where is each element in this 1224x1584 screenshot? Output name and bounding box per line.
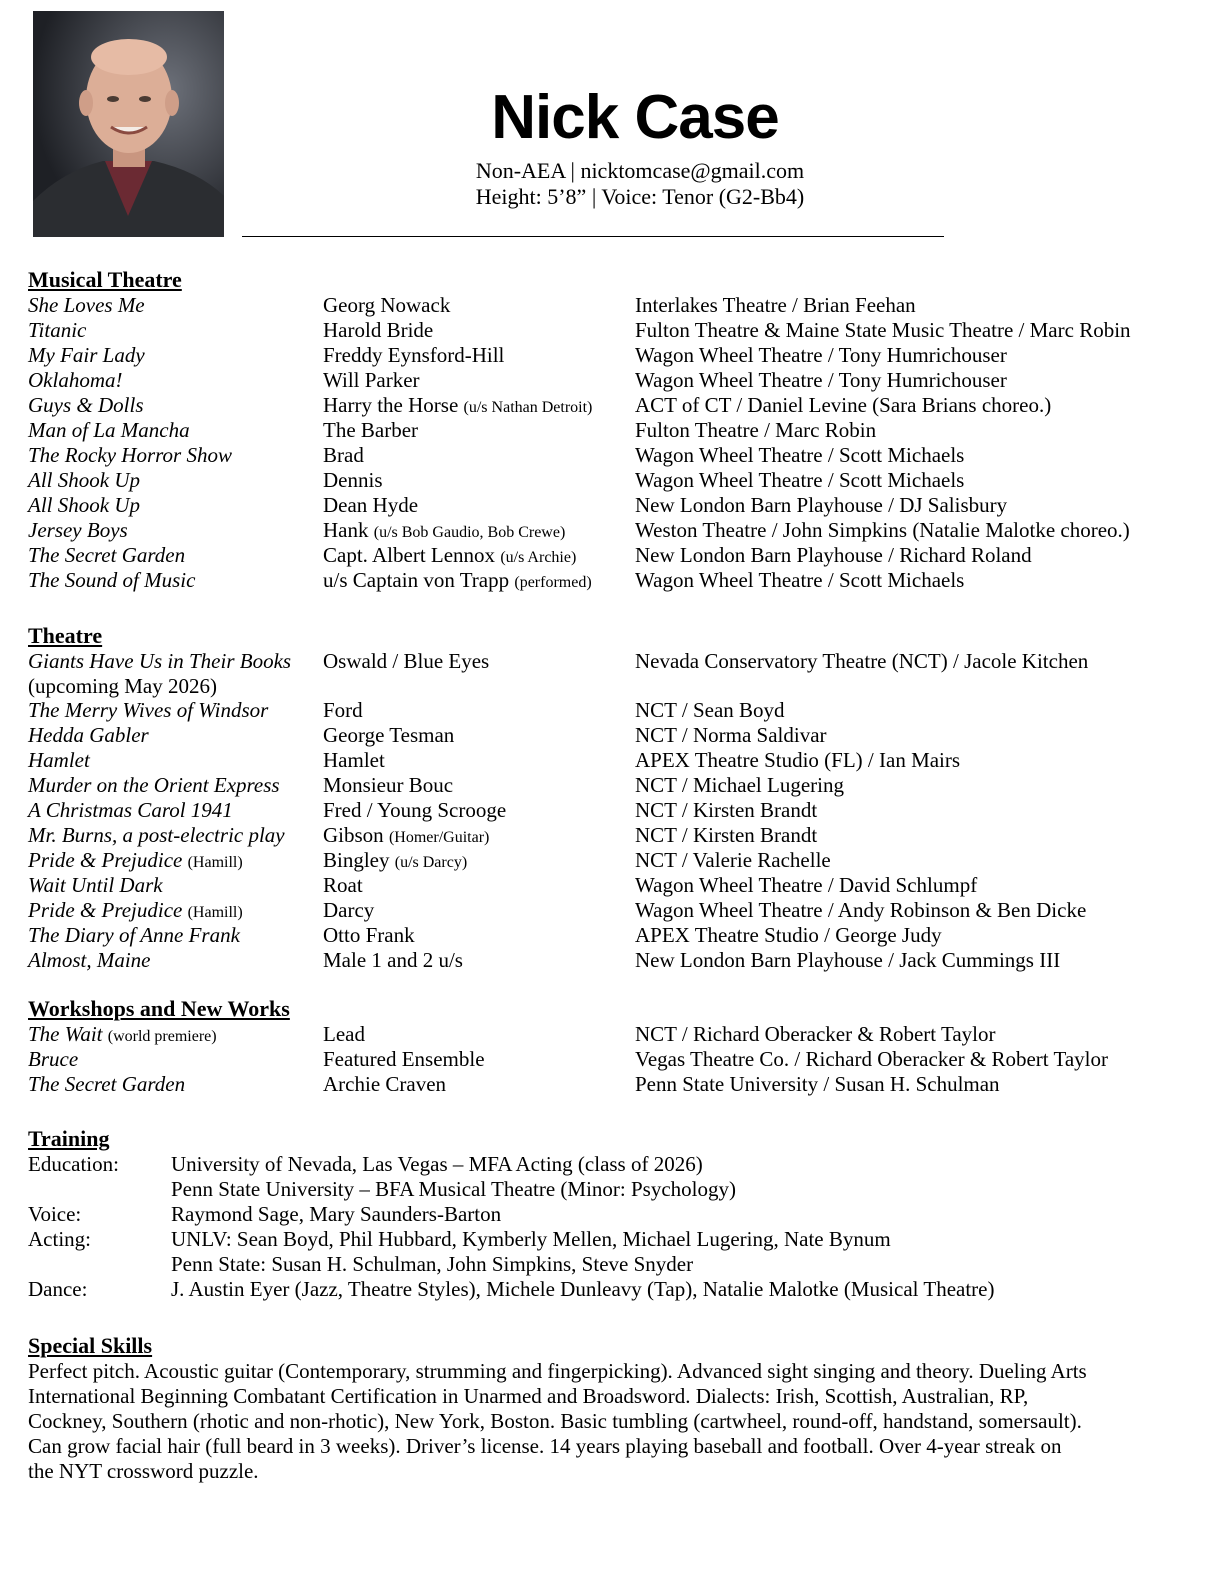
credit-row	[28, 543, 1208, 568]
show-title: The Diary of Anne Frank	[28, 923, 240, 947]
show-title: The Merry Wives of Windsor	[28, 698, 269, 722]
training-label: Education:	[28, 1152, 119, 1176]
role: Georg Nowack	[323, 293, 451, 317]
venue-director: Nevada Conservatory Theatre (NCT) / Jacole Kitchen	[635, 649, 1089, 673]
role-cell	[323, 723, 454, 748]
show-title: My Fair Lady	[28, 343, 145, 367]
role-note: (u/s Bob Gaudio, Bob Crewe)	[373, 524, 566, 541]
show-note: (Hamill)	[187, 904, 243, 921]
role: Brad	[323, 443, 364, 467]
show-cell	[28, 698, 268, 723]
venue-director: NCT / Valerie Rachelle	[635, 848, 831, 872]
role-cell	[323, 798, 506, 823]
training-value: Penn State University – BFA Musical Theatre (Minor: Psychology)	[171, 1177, 737, 1201]
venue-director: NCT / Norma Saldivar	[635, 723, 827, 747]
show-cell	[28, 1047, 78, 1072]
venue-director: Vegas Theatre Co. / Richard Oberacker & Robert Taylor	[635, 1047, 1109, 1071]
role-cell	[323, 848, 467, 875]
venue-director: Interlakes Theatre / Brian Feehan	[635, 293, 916, 317]
role-cell	[323, 748, 385, 773]
credit-row	[28, 649, 1208, 674]
credit-row	[28, 493, 1208, 518]
venue-director: New London Barn Playhouse / DJ Salisbury	[635, 493, 1008, 517]
role-cell	[323, 698, 363, 723]
workshops-section	[28, 996, 1208, 1097]
venue-director: Wagon Wheel Theatre / Scott Michaels	[635, 443, 965, 467]
role-cell	[323, 518, 565, 545]
role-cell	[323, 543, 576, 570]
role-note: (u/s Darcy)	[394, 854, 468, 871]
role-cell	[323, 898, 374, 923]
show-title: Hamlet	[28, 748, 90, 772]
show-title: Murder on the Orient Express	[28, 773, 280, 797]
role: Male 1 and 2 u/s	[323, 948, 463, 972]
credit-row	[28, 873, 1208, 898]
credit-row	[28, 1022, 1208, 1047]
credit-row	[28, 723, 1208, 748]
venue-director: New London Barn Playhouse / Richard Roland	[635, 543, 1032, 567]
show-cell	[28, 748, 90, 773]
role-note: (performed)	[514, 574, 592, 591]
show-title: All Shook Up	[28, 493, 140, 517]
training-label: Acting:	[28, 1227, 91, 1251]
show-title: All Shook Up	[28, 468, 140, 492]
role: Harry the Horse	[323, 393, 459, 417]
role-cell	[323, 493, 418, 518]
credit-row	[28, 368, 1208, 393]
role: Monsieur Bouc	[323, 773, 454, 797]
show-title: Giants Have Us in Their Books	[28, 649, 292, 673]
credit-row	[28, 923, 1208, 948]
role: Freddy Eynsford-Hill	[323, 343, 505, 367]
role: Roat	[323, 873, 363, 897]
show-title: Guys & Dolls	[28, 393, 144, 417]
role: Hamlet	[323, 748, 385, 772]
credit-row	[28, 848, 1208, 873]
venue-director: NCT / Kirsten Brandt	[635, 798, 818, 822]
musical-theatre-section	[28, 267, 1208, 593]
role-cell	[323, 443, 364, 468]
venue-director: Wagon Wheel Theatre / Tony Humrichouser	[635, 343, 1007, 367]
venue-director: NCT / Sean Boyd	[635, 698, 785, 722]
role: George Tesman	[323, 723, 455, 747]
role-cell	[323, 468, 383, 493]
role: Capt. Albert Lennox	[323, 543, 496, 567]
credit-row	[28, 468, 1208, 493]
show-subnote: (upcoming May 2026)	[28, 674, 217, 698]
role: Dean Hyde	[323, 493, 419, 517]
role: u/s Captain von Trapp	[323, 568, 510, 592]
credit-row	[28, 823, 1208, 848]
show-note: (world premiere)	[107, 1028, 217, 1045]
role: Bingley	[323, 848, 390, 872]
credit-row	[28, 318, 1208, 343]
resume-name: Nick Case	[491, 83, 779, 152]
show-title: Man of La Mancha	[28, 418, 190, 442]
training-row	[28, 1227, 1208, 1252]
show-cell	[28, 1072, 185, 1097]
training-row	[28, 1202, 1208, 1227]
role-cell	[323, 873, 363, 898]
theatre-credits-list	[28, 698, 1208, 973]
show-cell	[28, 723, 149, 748]
role: Archie Craven	[323, 1072, 447, 1096]
show-title: A Christmas Carol 1941	[28, 798, 233, 822]
training-label: Dance:	[28, 1277, 88, 1301]
section-title: Training	[28, 1126, 110, 1151]
venue-director: ACT of CT / Daniel Levine (Sara Brians choreo.)	[635, 393, 1052, 417]
show-cell	[28, 1022, 217, 1049]
role: Hank	[323, 518, 369, 542]
show-title: The Wait	[28, 1022, 103, 1046]
show-title: Bruce	[28, 1047, 79, 1071]
role: Lead	[323, 1022, 365, 1046]
venue-director: NCT / Richard Oberacker & Robert Taylor	[635, 1022, 996, 1046]
show-cell	[28, 823, 285, 848]
role-note: (u/s Archie)	[500, 549, 577, 566]
show-cell	[28, 898, 243, 925]
role-cell	[323, 568, 592, 595]
credit-row	[28, 443, 1208, 468]
credit-row	[28, 518, 1208, 543]
show-title: Jersey Boys	[28, 518, 128, 542]
venue-director: Penn State University / Susan H. Schulman	[635, 1072, 1000, 1096]
training-label: Voice:	[28, 1202, 82, 1226]
show-title: Pride & Prejudice	[28, 848, 183, 872]
headshot-portrait	[33, 11, 224, 237]
credit-row	[28, 293, 1208, 318]
venue-director: NCT / Kirsten Brandt	[635, 823, 818, 847]
credit-row	[28, 748, 1208, 773]
training-section	[28, 1126, 1208, 1302]
role: Featured Ensemble	[323, 1047, 485, 1071]
venue-director: APEX Theatre Studio / George Judy	[635, 923, 942, 947]
credit-row	[28, 773, 1208, 798]
role: Darcy	[323, 898, 375, 922]
venue-director: Fulton Theatre & Maine State Music Theatre / Marc Robin	[635, 318, 1131, 342]
credit-row	[28, 343, 1208, 368]
role: Dennis	[323, 468, 383, 492]
role: Gibson	[323, 823, 384, 847]
show-title: Hedda Gabler	[28, 723, 149, 747]
training-value: Raymond Sage, Mary Saunders-Barton	[171, 1202, 502, 1226]
contact-line-2: Height: 5’8” | Voice: Tenor (G2-Bb4)	[475, 184, 805, 209]
credit-row	[28, 698, 1208, 723]
workshop-credits-list	[28, 1022, 1208, 1097]
role: Otto Frank	[323, 923, 415, 947]
venue-director: Wagon Wheel Theatre / David Schlumpf	[635, 873, 978, 897]
venue-director: Wagon Wheel Theatre / Andy Robinson & Ben Dicke	[635, 898, 1087, 922]
role: Harold Bride	[323, 318, 434, 342]
credit-row	[28, 798, 1208, 823]
show-cell	[28, 873, 163, 898]
venue-director: APEX Theatre Studio (FL) / Ian Mairs	[635, 748, 961, 772]
credit-row	[28, 1072, 1208, 1097]
role-cell	[323, 293, 450, 318]
credit-row	[28, 948, 1208, 973]
role: Fred / Young Scrooge	[323, 798, 507, 822]
training-value: Penn State: Susan H. Schulman, John Simpkins, Steve Snyder	[171, 1252, 694, 1276]
show-title: Almost, Maine	[28, 948, 151, 972]
venue-director: Wagon Wheel Theatre / Scott Michaels	[635, 468, 965, 492]
training-row	[28, 1277, 1208, 1302]
show-cell	[28, 923, 240, 948]
role-cell	[323, 393, 592, 420]
show-note: (Hamill)	[187, 854, 243, 871]
training-row	[28, 1177, 1208, 1202]
contact-line-1: Non-AEA | nicktomcase@gmail.com	[475, 158, 805, 183]
show-cell	[28, 773, 280, 798]
role: Will Parker	[323, 368, 420, 392]
header-divider	[242, 236, 944, 237]
show-cell	[28, 848, 243, 875]
role-cell	[323, 343, 504, 368]
role: Oswald / Blue Eyes	[323, 649, 490, 673]
show-cell	[28, 948, 150, 973]
show-title: Mr. Burns, a post-electric play	[28, 823, 285, 847]
training-value: J. Austin Eyer (Jazz, Theatre Styles), Michele Dunleavy (Tap), Natalie Malotke (Musical Theatre)	[171, 1277, 995, 1301]
section-title: Theatre	[28, 623, 103, 648]
credit-row	[28, 1047, 1208, 1072]
musical-credits-list	[28, 293, 1208, 593]
venue-director: New London Barn Playhouse / Jack Cummings III	[635, 948, 1061, 972]
section-title: Special Skills	[28, 1333, 153, 1358]
show-title: The Rocky Horror Show	[28, 443, 232, 467]
show-title: Titanic	[28, 318, 87, 342]
special-skills-section	[28, 1333, 1208, 1484]
credit-row	[28, 898, 1208, 923]
training-value: UNLV: Sean Boyd, Phil Hubbard, Kymberly Mellen, Michael Lugering, Nate Bynum	[171, 1227, 891, 1251]
credit-row	[28, 418, 1208, 443]
section-title: Workshops and New Works	[28, 996, 290, 1021]
theatre-section	[28, 623, 1208, 973]
venue-director: Wagon Wheel Theatre / Scott Michaels	[635, 568, 965, 592]
role-cell	[323, 773, 453, 798]
role-cell	[323, 418, 418, 443]
credit-row	[28, 568, 1208, 593]
role-note: (Homer/Guitar)	[388, 829, 490, 846]
show-title: The Secret Garden	[28, 1072, 186, 1096]
headshot-photo	[33, 11, 224, 237]
show-title: She Loves Me	[28, 293, 145, 317]
training-row	[28, 1152, 1208, 1177]
skills-text: Perfect pitch. Acoustic guitar (Contemporary, strumming and fingerpicking). Advanced sight singing and theory. Dueling Arts International Beginning Combatant Certification in Unarmed and Broadsword. Dialects: Irish, Scottish, Australian, RP, Cockney, Southern (rhotic and non-rhotic), New York, Boston. Basic tumbling (cartwheel, round-off, handstand, somersault). Can grow facial hair (full beard in 3 weeks). Driver’s license. 14 years playing baseball and football. Over 4-year streak on the NYT crossword puzzle.	[28, 1359, 1087, 1483]
role-cell	[323, 948, 463, 973]
show-title: Oklahoma!	[28, 368, 123, 392]
show-title: The Sound of Music	[28, 568, 196, 592]
venue-director: Wagon Wheel Theatre / Tony Humrichouser	[635, 368, 1007, 392]
role: The Barber	[323, 418, 419, 442]
role-cell	[323, 823, 489, 850]
show-title: The Secret Garden	[28, 543, 186, 567]
show-title: Wait Until Dark	[28, 873, 163, 897]
training-value: University of Nevada, Las Vegas – MFA Acting (class of 2026)	[171, 1152, 703, 1176]
venue-director: Fulton Theatre / Marc Robin	[635, 418, 877, 442]
role-cell	[323, 368, 420, 393]
training-row	[28, 1252, 1208, 1277]
role: Ford	[323, 698, 363, 722]
section-title: Musical Theatre	[28, 267, 182, 292]
role-cell	[323, 318, 433, 343]
show-cell	[28, 798, 233, 823]
show-title: Pride & Prejudice	[28, 898, 183, 922]
role-note: (u/s Nathan Detroit)	[463, 399, 593, 416]
contact-info	[330, 158, 950, 210]
credit-row	[28, 393, 1208, 418]
venue-director: Weston Theatre / John Simpkins (Natalie Malotke choreo.)	[635, 518, 1130, 542]
venue-director: NCT / Michael Lugering	[635, 773, 844, 797]
training-list	[28, 1152, 1208, 1302]
role-cell	[323, 923, 415, 948]
